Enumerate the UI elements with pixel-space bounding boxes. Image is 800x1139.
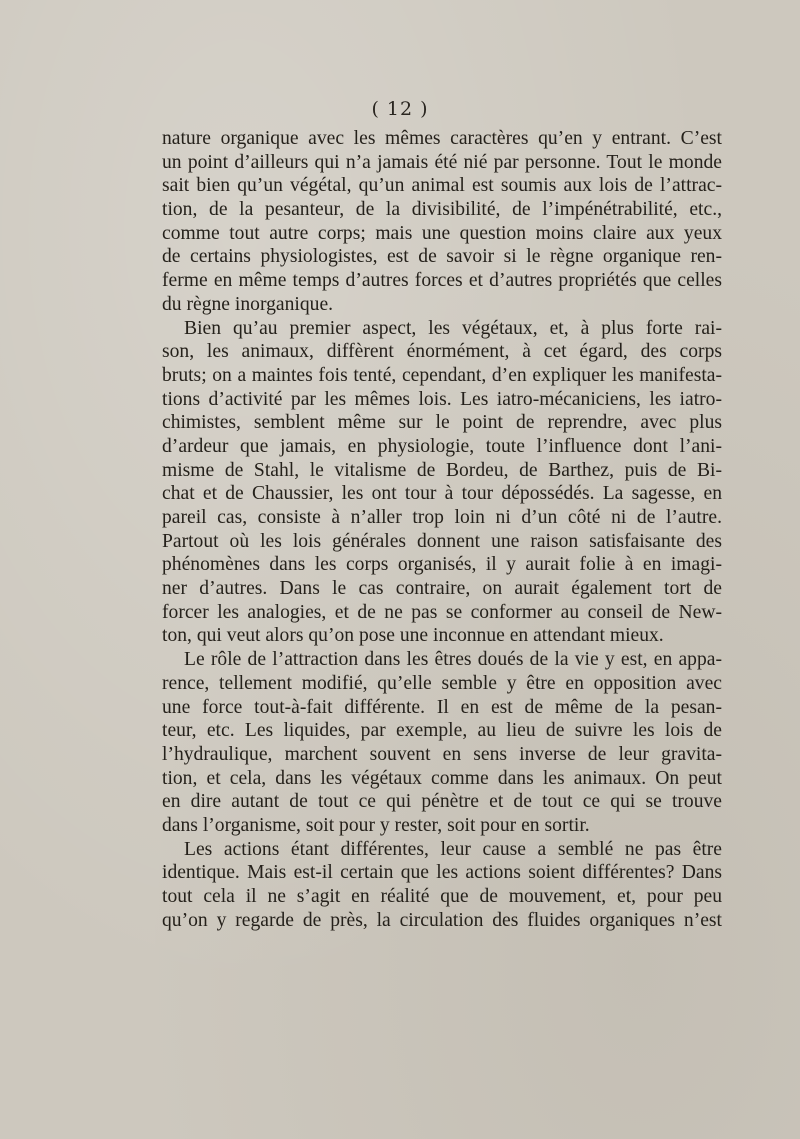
body-text bbox=[162, 127, 722, 932]
text-line: un point d’ailleurs qui n’a jamais été nié par personne. Tout le monde bbox=[162, 151, 722, 173]
text-line: une force tout-à-fait différente. Il en est de même de la pesan- bbox=[162, 696, 722, 718]
text-line: forcer les analogies, et de ne pas se conformer au conseil de New- bbox=[162, 601, 722, 623]
text-line: tions d’activité par les mêmes lois. Les iatro-mécaniciens, les iatro- bbox=[162, 388, 722, 410]
text-line: dans l’organisme, soit pour y rester, soit pour en sortir. bbox=[162, 814, 590, 836]
text-line: misme de Stahl, le vitalisme de Bordeu, de Barthez, puis de Bi- bbox=[162, 459, 722, 481]
text-line: ner d’autres. Dans le cas contraire, on aurait également tort de bbox=[162, 578, 722, 600]
text-line: tout cela il ne s’agit en réalité que de mouvement, et, pour peu bbox=[162, 886, 722, 907]
text-line: Partout où les lois générales donnent une raison satisfaisante des bbox=[162, 530, 722, 552]
paragraph-3 bbox=[162, 648, 722, 838]
text-line: ferme en même temps d’autres forces et d’autres propriétés que celles bbox=[162, 270, 722, 292]
text-line: en dire autant de tout ce qui pénètre et de tout ce qui se trouve bbox=[162, 791, 722, 813]
text-line: Le rôle de l’attraction dans les êtres doués de la vie y est, en appa- bbox=[184, 649, 722, 671]
paragraph-1 bbox=[162, 127, 722, 317]
paragraph-2 bbox=[162, 317, 722, 649]
text-line: sait bien qu’un végétal, qu’un animal est soumis aux lois de l’attrac- bbox=[162, 175, 722, 197]
text-line: phénomènes dans les corps organisés, il y aurait folie à en imagi- bbox=[162, 554, 722, 576]
text-line: de certains physiologistes, est de savoir si le règne organique ren- bbox=[162, 246, 722, 268]
text-line: identique. Mais est-il certain que les actions soient différentes? Dans bbox=[162, 862, 722, 884]
text-line: Bien qu’au premier aspect, les végétaux, et, à plus forte rai- bbox=[184, 317, 722, 339]
text-line: rence, tellement modifié, qu’elle semble y être en opposition avec bbox=[162, 672, 722, 694]
text-line: comme tout autre corps; mais une question moins claire aux yeux bbox=[162, 222, 722, 244]
text-line: bruts; on a maintes fois tenté, cependant, d’en expliquer les manifesta- bbox=[162, 364, 722, 386]
text-line: l’hydraulique, marchent souvent en sens inverse de leur gravita- bbox=[162, 743, 722, 765]
text-line: tion, et cela, dans les végétaux comme dans les animaux. On peut bbox=[162, 767, 722, 789]
paragraph-4 bbox=[162, 838, 722, 933]
text-line: chimistes, semblent même sur le point de reprendre, avec plus bbox=[162, 412, 722, 434]
text-line: du règne inorganique. bbox=[162, 293, 334, 315]
text-line: qu’on y regarde de près, la circulation des fluides organiques n’est bbox=[162, 909, 722, 931]
text-line: son, les animaux, diffèrent énormément, à cet égard, des corps bbox=[162, 341, 722, 363]
text-line: nature organique avec les mêmes caractères qu’en y entrant. C’est bbox=[162, 128, 722, 149]
text-line: ton, qui veut alors qu’on pose une inconnue en attendant mieux. bbox=[162, 625, 664, 647]
text-line: Les actions étant différentes, leur cause a semblé ne pas être bbox=[184, 838, 722, 860]
text-line: d’ardeur que jamais, en physiologie, toute l’influence dont l’ani- bbox=[162, 435, 722, 457]
page-number: ( 12 ) bbox=[371, 98, 429, 120]
text-line: teur, etc. Les liquides, par exemple, au lieu de suivre les lois de bbox=[162, 720, 722, 742]
text-line: chat et de Chaussier, les ont tour à tour dépossédés. La sagesse, en bbox=[162, 483, 722, 505]
text-line: pareil cas, consiste à n’aller trop loin ni d’un côté ni de l’autre. bbox=[162, 507, 722, 528]
text-line: tion, de la pesanteur, de la divisibilité, de l’impénétrabilité, etc., bbox=[162, 199, 722, 221]
